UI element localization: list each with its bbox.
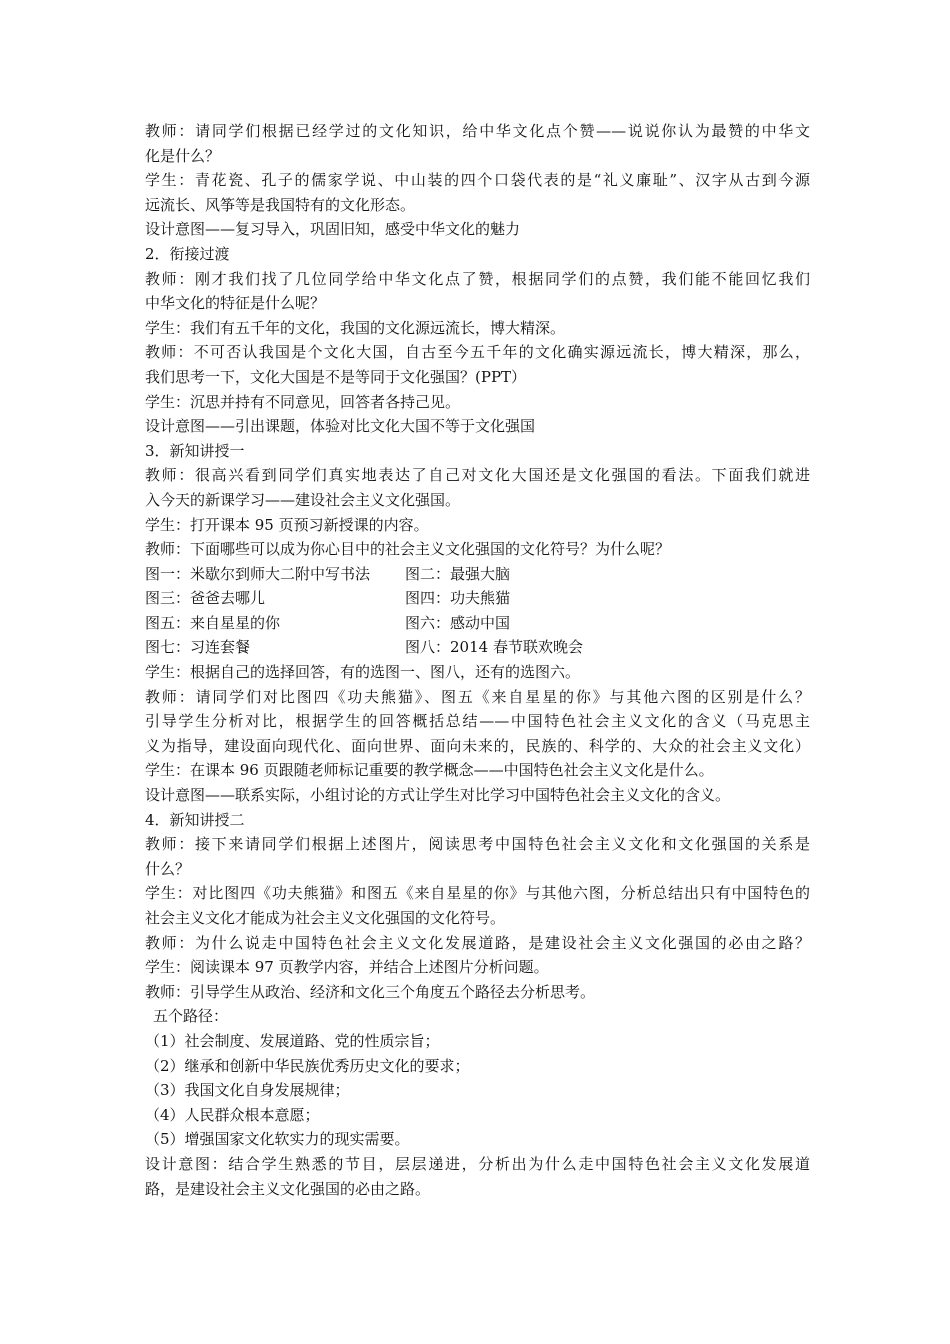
figure-label: 图二：最强大脑 xyxy=(405,564,511,583)
list-item: （1）社会制度、发展道路、党的性质宗旨； xyxy=(145,1031,440,1050)
section-heading: 4．新知讲授二 xyxy=(145,810,245,829)
figure-row xyxy=(145,611,810,636)
paragraph-line: 我们思考一下，文化大国是不是等同于文化强国？(PPT） xyxy=(145,367,527,386)
paragraph-line: 化是什么？ xyxy=(145,146,221,165)
paragraph-line: 教师：请同学们对比图四《功夫熊猫》、图五《来自星星的你》与其他六图的区别是什么？ xyxy=(145,687,810,706)
paragraph-line: 教师：为什么说走中国特色社会主义文化发展道路，是建设社会主义文化强国的必由之路？ xyxy=(145,933,810,952)
paragraph-line: 学生：对比图四《功夫熊猫》和图五《来自星星的你》与其他六图，分析总结出只有中国特色的 xyxy=(145,884,810,903)
paragraph-line: 学生：打开课本 95 页预习新授课的内容。 xyxy=(145,515,429,534)
paragraph-line: 义为指导，建设面向现代化、面向世界、面向未来的，民族的、科学的、大众的社会主义文化） xyxy=(145,736,810,755)
figure-row xyxy=(145,635,810,660)
paragraph-line: 学生：根据自己的选择回答，有的选图一、图八，还有的选图六。 xyxy=(145,663,581,682)
figure-label: 图六：感动中国 xyxy=(405,613,511,632)
document-page xyxy=(145,119,810,1201)
paragraph-line: 入今天的新课学习——建设社会主义文化强国。 xyxy=(145,490,461,509)
list-heading: 五个路径： xyxy=(153,1007,229,1026)
figure-label: 图一：米歇尔到师大二附中写书法 xyxy=(145,564,371,583)
list-item: （3）我国文化自身发展规律； xyxy=(145,1081,350,1100)
figure-row xyxy=(145,586,810,611)
design-intent-line: 设计意图：结合学生熟悉的节目，层层递进，分析出为什么走中国特色社会主义文化发展道 xyxy=(145,1154,810,1173)
design-intent-line: 路，是建设社会主义文化强国的必由之路。 xyxy=(145,1179,431,1198)
paragraph-line: 教师：引导学生从政治、经济和文化三个角度五个路径去分析思考。 xyxy=(145,982,596,1001)
figure-label: 图七：习连套餐 xyxy=(145,638,251,657)
design-intent-line: 设计意图——联系实际，小组讨论的方式让学生对比学习中国特色社会主义文化的含义。 xyxy=(145,786,731,805)
design-intent-line: 设计意图——引出课题，体验对比文化大国不等于文化强国 xyxy=(145,417,536,436)
paragraph-line: 教师：刚才我们找了几位同学给中华文化点了赞，根据同学们的点赞，我们能不能回忆我们 xyxy=(145,269,810,288)
paragraph-line: 学生：青花瓷、孔子的儒家学说、中山装的四个口袋代表的是“礼义廉耻”、汉字从古到今源 xyxy=(145,171,810,190)
paragraph-line: 什么？ xyxy=(145,859,191,878)
paragraph-line: 教师：下面哪些可以成为你心目中的社会主义文化强国的文化符号？为什么呢？ xyxy=(145,540,671,559)
list-item: （5）增强国家文化软实力的现实需要。 xyxy=(145,1130,410,1149)
paragraph-line: 远流长、风筝等是我国特有的文化形态。 xyxy=(145,195,416,214)
figure-row xyxy=(145,562,810,587)
paragraph-line: 引导学生分析对比，根据学生的回答概括总结——中国特色社会主义文化的含义（马克思主 xyxy=(145,712,810,731)
paragraph-line: 教师：接下来请同学们根据上述图片，阅读思考中国特色社会主义文化和文化强国的关系是 xyxy=(145,835,810,854)
paragraph-line: 教师：请同学们根据已经学过的文化知识，给中华文化点个赞——说说你认为最赞的中华文 xyxy=(145,122,810,140)
paragraph-line: 学生：沉思并持有不同意见，回答者各持己见。 xyxy=(145,392,461,411)
figure-label: 图五：来自星星的你 xyxy=(145,613,281,632)
paragraph-line: 学生：在课本 96 页跟随老师标记重要的教学概念——中国特色社会主义文化是什么。 xyxy=(145,761,714,780)
section-heading: 3．新知讲授一 xyxy=(145,441,245,460)
paragraph-line: 学生：我们有五千年的文化，我国的文化源远流长，博大精深。 xyxy=(145,318,566,337)
list-item: （2）继承和创新中华民族优秀历史文化的要求； xyxy=(145,1056,470,1075)
design-intent-line: 设计意图——复习导入，巩固旧知，感受中华文化的魅力 xyxy=(145,220,521,239)
figure-label: 图三：爸爸去哪儿 xyxy=(145,589,266,608)
section-heading: 2．衔接过渡 xyxy=(145,244,230,263)
paragraph-line: 学生：阅读课本 97 页教学内容，并结合上述图片分析问题。 xyxy=(145,958,549,977)
paragraph-line: 社会主义文化才能成为社会主义文化强国的文化符号。 xyxy=(145,909,506,927)
paragraph-line: 中华文化的特征是什么呢？ xyxy=(145,294,326,313)
list-item: （4）人民群众根本意愿； xyxy=(145,1105,320,1124)
paragraph-line: 教师：不可否认我国是个文化大国，自古至今五千年的文化确实源远流长，博大精深，那么， xyxy=(145,343,810,362)
figure-label: 图四：功夫熊猫 xyxy=(405,589,511,608)
figure-label: 图八：2014 春节联欢晚会 xyxy=(405,638,583,657)
paragraph-line: 教师：很高兴看到同学们真实地表达了自己对文化大国还是文化强国的看法。下面我们就进 xyxy=(145,466,810,485)
